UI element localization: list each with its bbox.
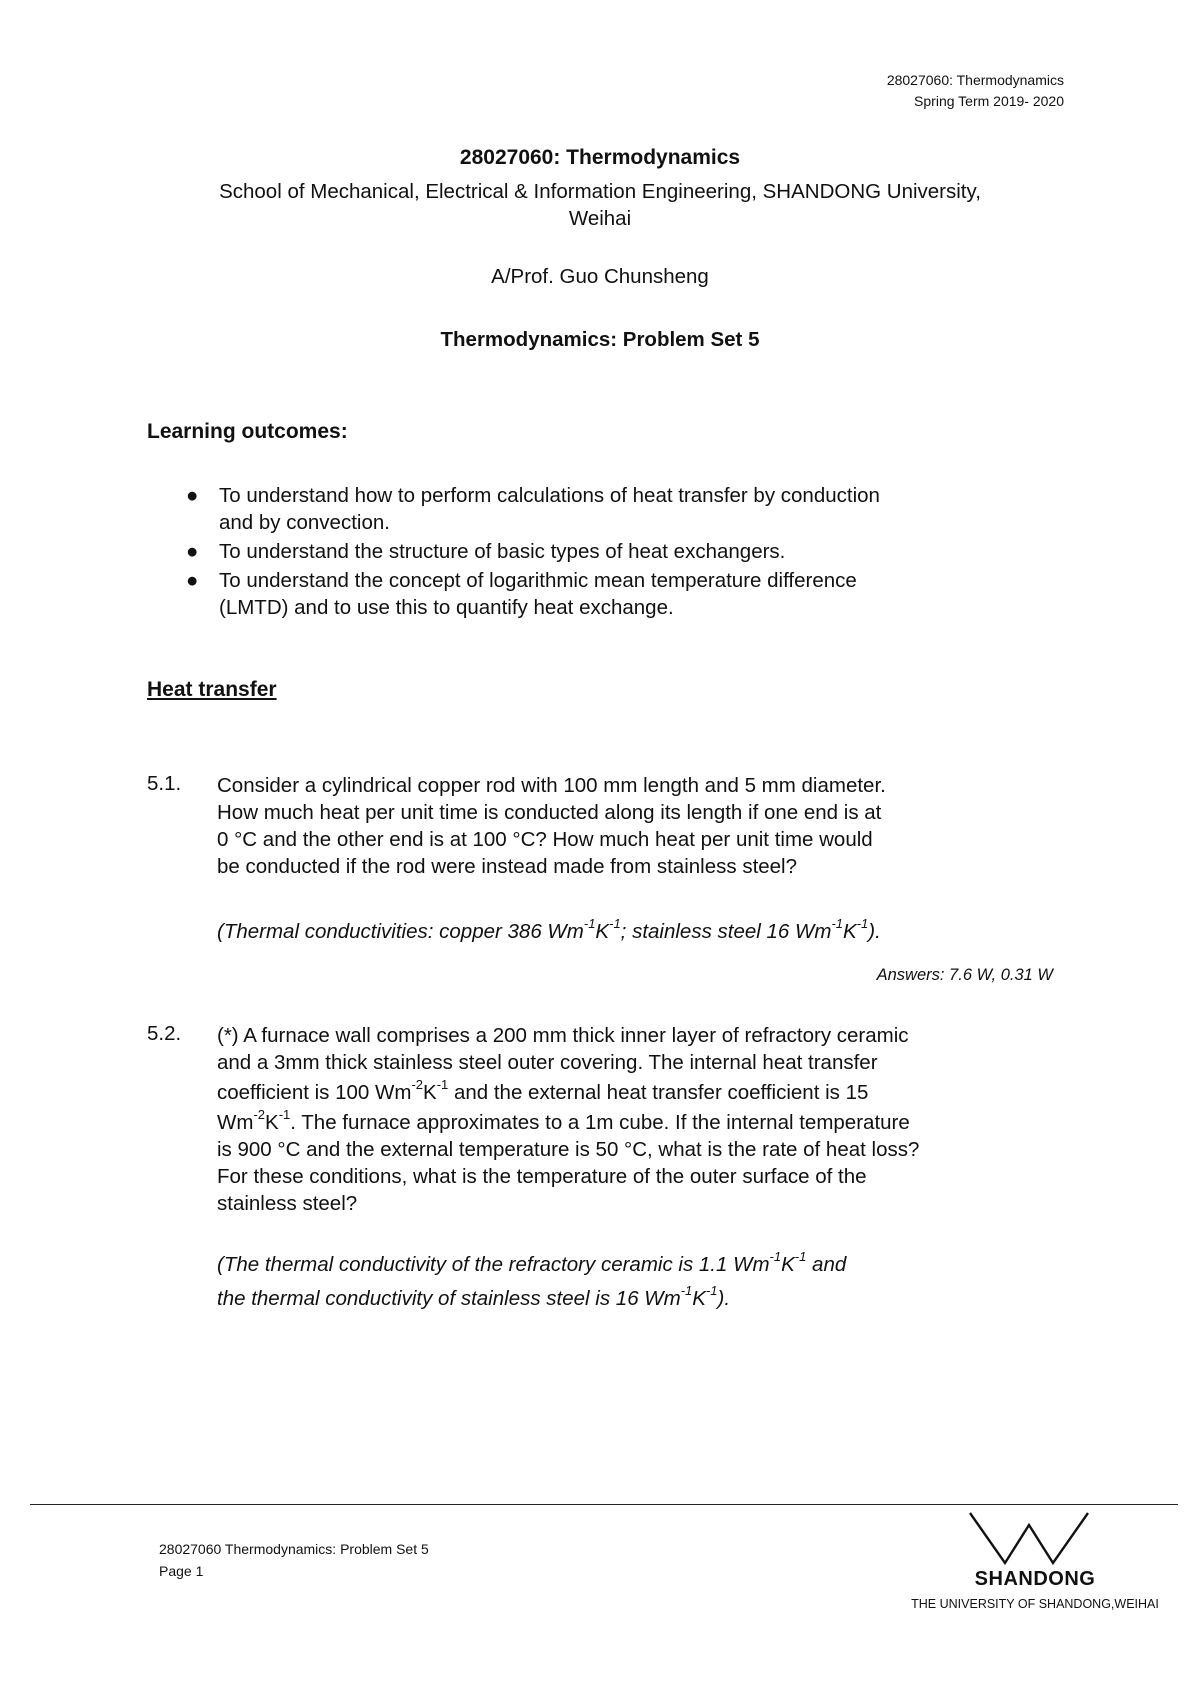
bullet-icon: ● (186, 540, 199, 563)
list-item-line: To understand the structure of basic types of heat exchangers. (219, 540, 786, 563)
list-item-line: To understand the concept of logarithmic mean temperature difference (219, 569, 857, 592)
question-line: How much heat per unit time is conducted along its length if one end is at (217, 801, 882, 824)
school-line-1: School of Mechanical, Electrical & Information Engineering, SHANDONG University, (219, 180, 981, 203)
question-line: and a 3mm thick stainless steel outer covering. The internal heat transfer (217, 1051, 878, 1074)
question-line: 0 °C and the other end is at 100 °C? How much heat per unit time would (217, 828, 873, 851)
question-line: be conducted if the rod were instead made from stainless steel? (217, 855, 798, 878)
question-number: 5.1. (147, 772, 182, 795)
header-term: Spring Term 2019- 2020 (914, 93, 1064, 109)
note-line: (The thermal conductivity of the refractory ceramic is 1.1 $Wm^{-1}K^{-1}$ and (217, 1249, 847, 1276)
question-number: 5.2. (147, 1022, 182, 1045)
question-text (217, 1022, 1067, 1217)
logo-subtitle: THE UNIVERSITY OF SHANDONG,WEIHAI (911, 1597, 1159, 1611)
question-line: Consider a cylindrical copper rod with 100 mm length and 5 mm diameter. (217, 774, 886, 797)
question-line: is 900 °C and the external temperature is 50 °C, what is the rate of heat loss? (217, 1138, 920, 1161)
page-number: Page 1 (159, 1563, 204, 1579)
section-heading: Heat transfer (147, 678, 277, 701)
learning-outcomes-heading: Learning outcomes: (147, 420, 348, 443)
thermal-conductivity-note: (Thermal conductivities: copper 386 $Wm^{-1}K^{-1}$; stainless steel 16 $Wm^{-1}K^{-1}$). (217, 916, 881, 943)
learning-outcomes-list (186, 482, 1026, 623)
page-footer (159, 1538, 429, 1582)
school-name (0, 178, 1200, 232)
question-line: For these conditions, what is the temperature of the outer surface of the (217, 1165, 867, 1188)
list-item-line: To understand how to perform calculations of heat transfer by conduction (219, 484, 880, 507)
header-course: 28027060: Thermodynamics (886, 72, 1064, 88)
list-item (186, 482, 1026, 536)
thermal-conductivity-note (217, 1248, 1067, 1316)
bullet-icon: ● (186, 569, 199, 592)
question-text (217, 772, 1067, 880)
list-item-line: and by convection. (219, 511, 390, 534)
bullet-icon: ● (186, 484, 199, 507)
list-item (186, 538, 1026, 565)
question-line: $Wm^{-2}K^{-1}$. The furnace approximates to a 1m cube. If the internal temperature (217, 1107, 910, 1134)
school-line-2: Weihai (568, 207, 632, 230)
note-line: the thermal conductivity of stainless steel is 16 $Wm^{-1}K^{-1}$). (217, 1283, 731, 1310)
author-name: A/Prof. Guo Chunsheng (491, 265, 709, 288)
list-item-line: (LMTD) and to use this to quantify heat exchange. (219, 596, 674, 619)
logo-wordmark: SHANDONG (974, 1568, 1096, 1590)
page-header (887, 70, 1064, 112)
list-item (186, 567, 1026, 621)
answers-5-1: Answers: 7.6 W, 0.31 W (876, 966, 1053, 984)
footer-doc-title: 28027060 Thermodynamics: Problem Set 5 (159, 1541, 429, 1557)
document-title: 28027060: Thermodynamics (459, 146, 741, 169)
question-line: stainless steel? (217, 1192, 358, 1215)
problem-set-title: Thermodynamics: Problem Set 5 (440, 328, 760, 351)
question-line: coefficient is 100 $Wm^{-2}K^{-1}$ and the external heat transfer coefficient is 15 (217, 1077, 869, 1104)
question-line: (*) A furnace wall comprises a 200 mm thick inner layer of refractory ceramic (217, 1024, 909, 1047)
